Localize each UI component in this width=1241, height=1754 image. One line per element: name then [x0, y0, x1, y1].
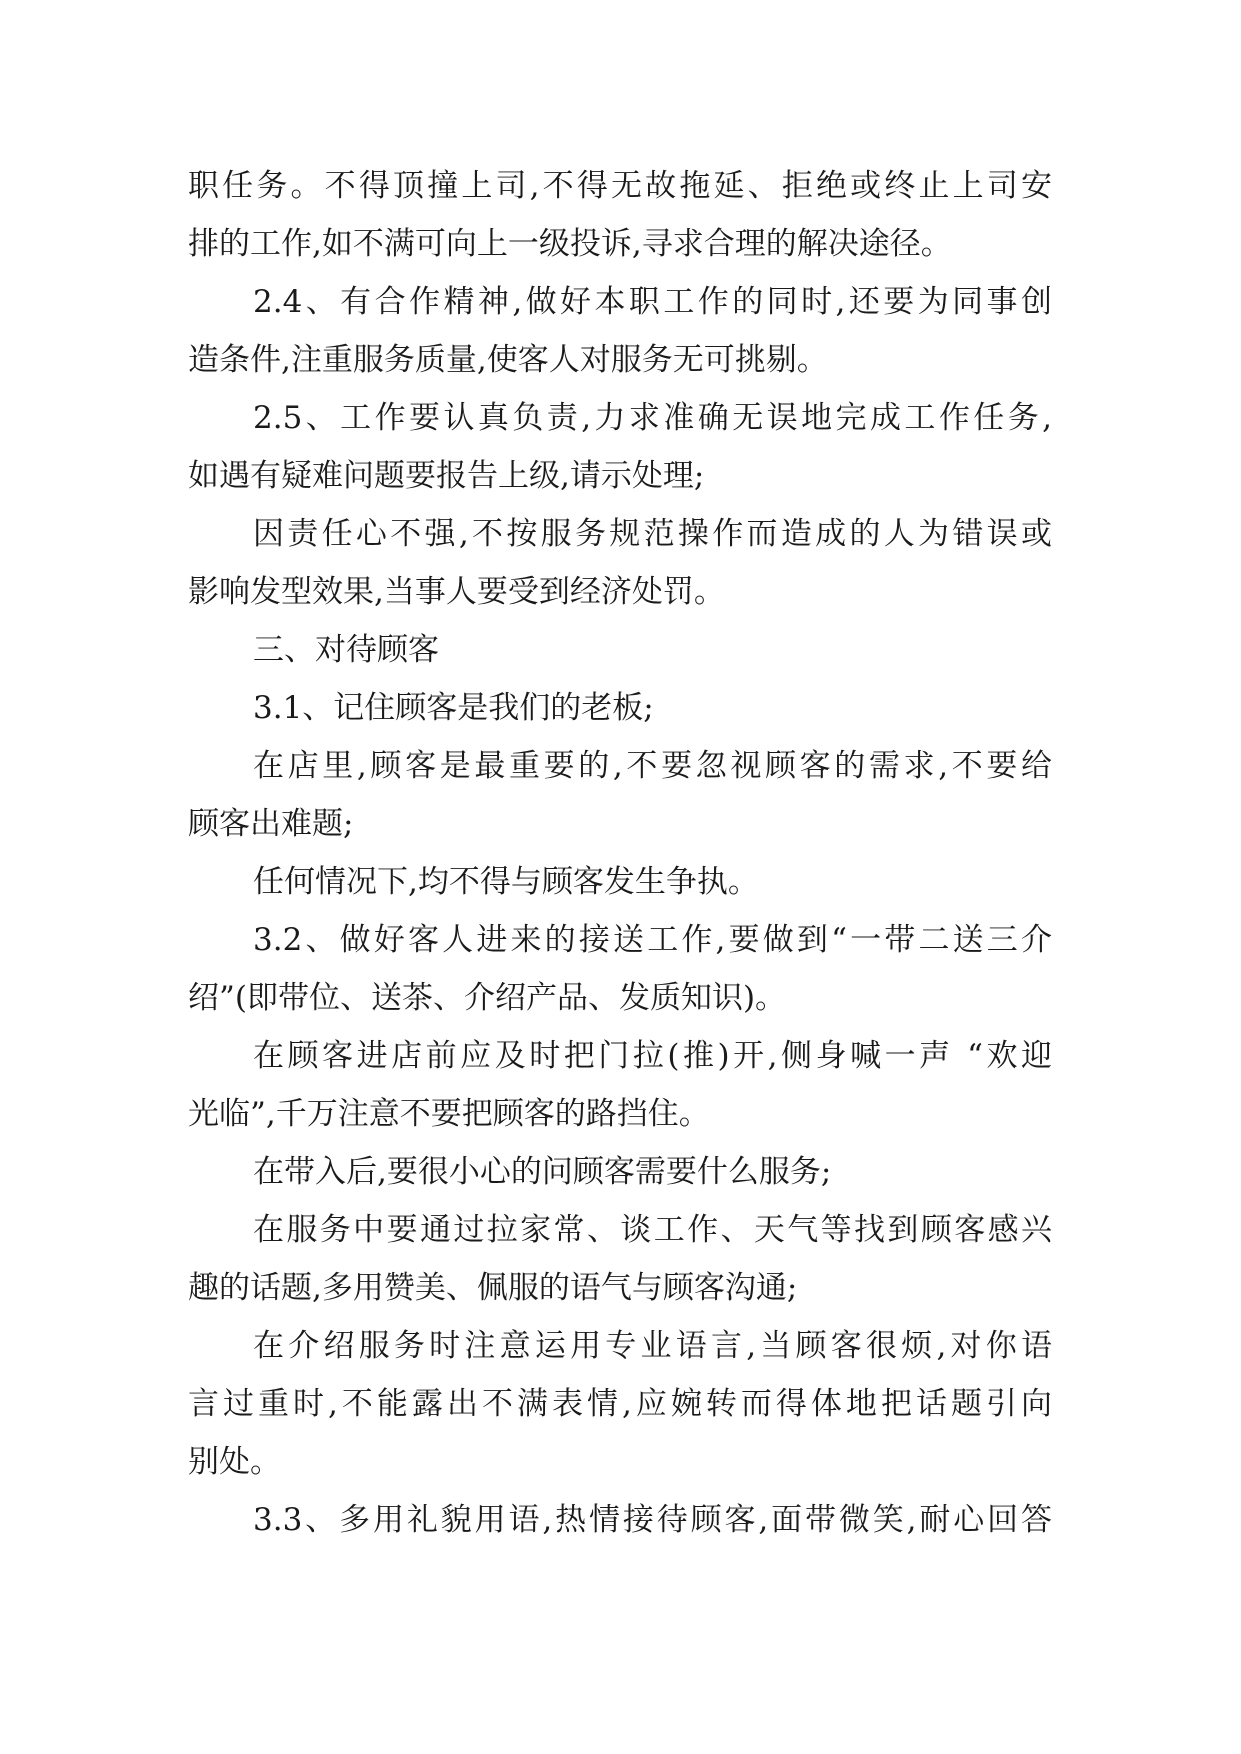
text-line: 如遇有疑难问题要报告上级,请示处理;: [188, 458, 705, 494]
text-line: 在介绍服务时注意运用专业语言,当顾客很烦,对你语: [253, 1328, 1052, 1364]
text-line: 在服务中要通过拉家常、谈工作、天气等找到顾客感兴: [253, 1212, 1052, 1248]
text-line: 2.5、工作要认真负责,力求准确无误地完成工作任务,: [253, 400, 1052, 436]
text-line: 任何情况下,均不得与顾客发生争执。: [253, 864, 759, 900]
text-line: 绍”(即带位、送茶、介绍产品、发质知识)。: [188, 980, 787, 1016]
text-line: 排的工作,如不满可向上一级投诉,寻求合理的解决途径。: [188, 226, 952, 262]
text-line: 造条件,注重服务质量,使客人对服务无可挑剔。: [188, 342, 828, 378]
text-line: 顾客出难题;: [188, 806, 354, 842]
text-line: 因责任心不强,不按服务规范操作而造成的人为错误或: [253, 516, 1052, 552]
text-line: 3.1、记住顾客是我们的老板;: [253, 690, 654, 726]
text-line: 别处。: [188, 1444, 281, 1480]
text-line: 趣的话题,多用赞美、佩服的语气与顾客沟通;: [188, 1270, 798, 1306]
text-line: 2.4、有合作精神,做好本职工作的同时,还要为同事创: [253, 284, 1052, 320]
text-line: 在带入后,要很小心的问顾客需要什么服务;: [253, 1154, 832, 1190]
text-line: 3.2、做好客人进来的接送工作,要做到“一带二送三介: [253, 922, 1052, 958]
text-line: 在顾客进店前应及时把门拉(推)开,侧身喊一声 “欢迎: [253, 1038, 1052, 1074]
text-line: 职任务。不得顶撞上司,不得无故拖延、拒绝或终止上司安: [188, 168, 1052, 204]
section-heading: 三、对待顾客: [253, 632, 439, 668]
text-line: 影响发型效果,当事人要受到经济处罚。: [188, 574, 725, 610]
text-line: 在店里,顾客是最重要的,不要忽视顾客的需求,不要给: [253, 748, 1052, 784]
text-line: 言过重时,不能露出不满表情,应婉转而得体地把话题引向: [188, 1386, 1052, 1422]
text-line: 光临”,千万注意不要把顾客的路挡住。: [188, 1096, 710, 1132]
text-line: 3.3、多用礼貌用语,热情接待顾客,面带微笑,耐心回答: [253, 1502, 1052, 1538]
